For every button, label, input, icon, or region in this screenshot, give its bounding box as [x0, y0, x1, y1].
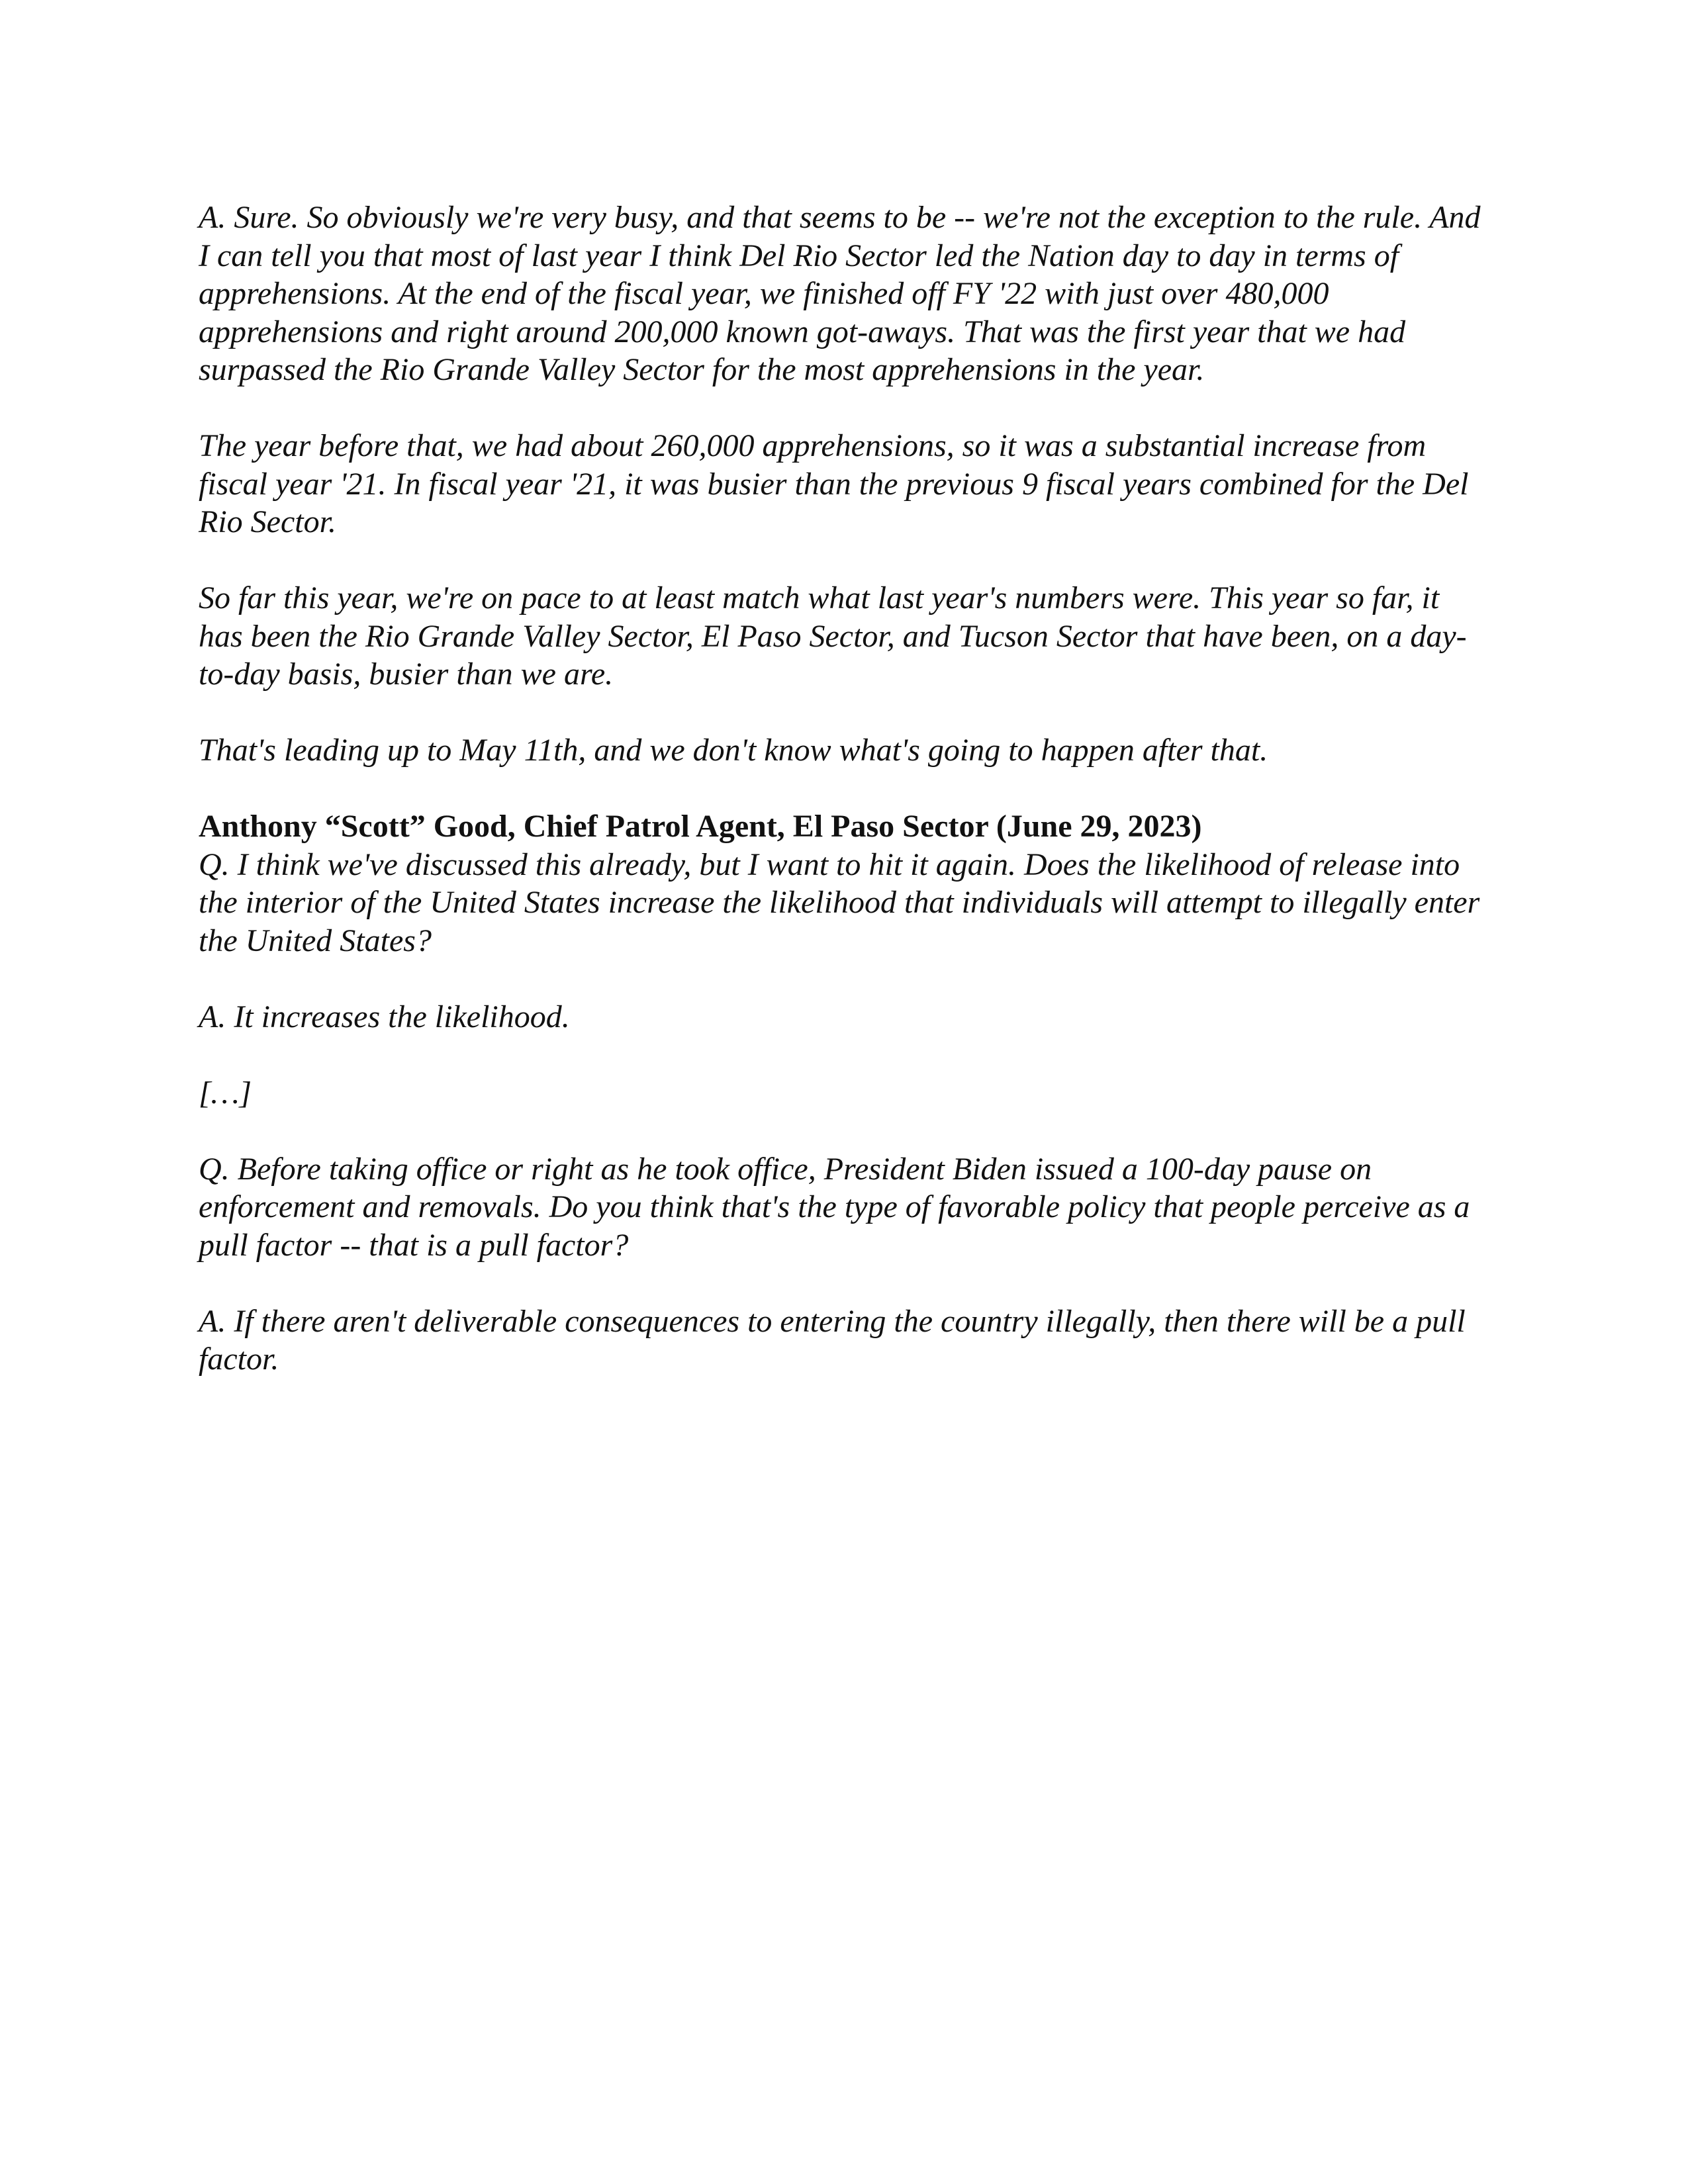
- paragraph-fy21-comparison: The year before that, we had about 260,000 apprehensions, so it was a substantial increase from fiscal year '21. In fiscal year '21, it was busier than the previous 9 fiscal years combined for the Del Rio Sector.: [199, 428, 1469, 539]
- testimony-heading: Anthony “Scott” Good, Chief Patrol Agent, El Paso Sector (June 29, 2023): [199, 809, 1202, 844]
- omission-marker: […]: [199, 1075, 252, 1111]
- question-pause-pull-factor: Q. Before taking office or right as he took office, President Biden issued a 100-day pause on enforcement and removals. Do you think that's the type of favorable policy that people perceive as a pull factor -- that is a pull factor?: [199, 1151, 1470, 1263]
- answer-pull-factor: A. If there aren't deliverable consequences to entering the country illegally, then there will be a pull factor.: [199, 1303, 1466, 1377]
- answer-paragraph-del-rio-fy22: A. Sure. So obviously we're very busy, and that seems to be -- we're not the exception to the rule. And I can tell you that most of last year I think Del Rio Sector led the Nation day to day in terms of apprehensions. At the end of the fiscal year, we finished off FY '22 with just over 480,000 apprehensions and right around 200,000 known got-aways. That was the first year that we had surpassed the Rio Grande Valley Sector for the most apprehensions in the year.: [199, 200, 1481, 387]
- document-page: [199, 199, 1489, 1416]
- paragraph-may-11th: That's leading up to May 11th, and we don't know what's going to happen after that.: [199, 733, 1268, 768]
- question-likelihood-of-release: Q. I think we've discussed this already, but I want to hit it again. Does the likelihood of release into the interior of the United States increase the likelihood that individuals will attempt to illegally enter the United States?: [199, 846, 1480, 958]
- paragraph-this-year-pace: So far this year, we're on pace to at least match what last year's numbers were. This year so far, it has been the Rio Grande Valley Sector, El Paso Sector, and Tucson Sector that have been, on a day-to-day basis, busier than we are.: [199, 580, 1467, 692]
- answer-increases-likelihood: A. It increases the likelihood.: [199, 999, 570, 1034]
